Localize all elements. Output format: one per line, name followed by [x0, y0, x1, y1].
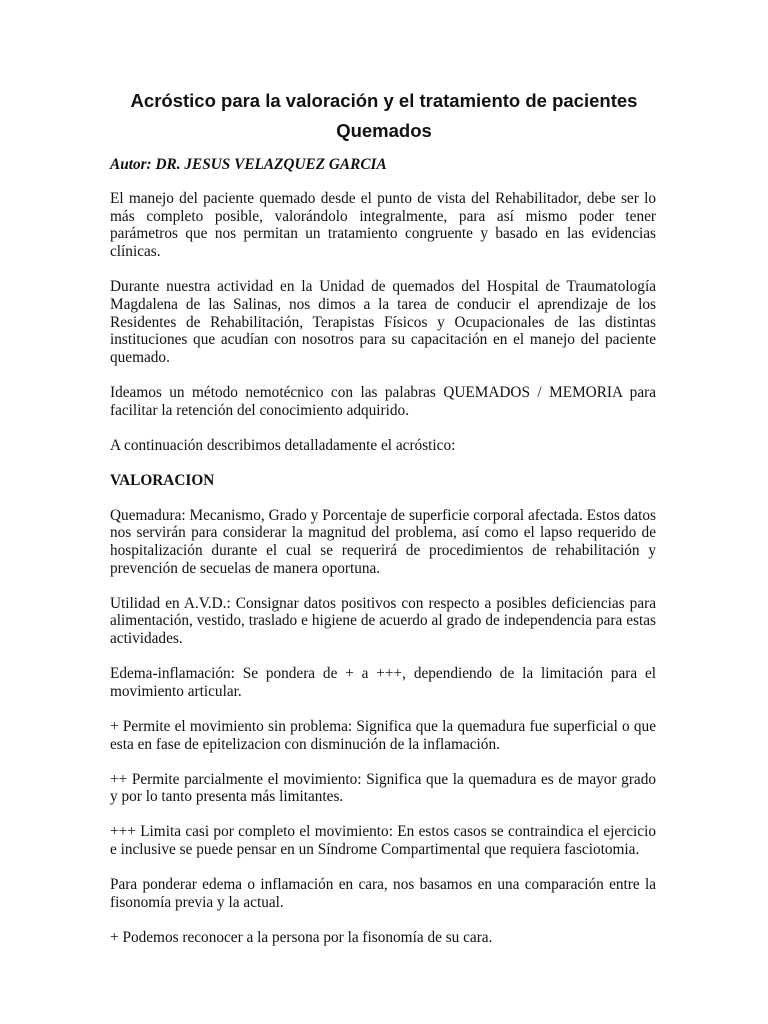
author-line: Autor: DR. JESUS VELAZQUEZ GARCIA — [110, 156, 387, 173]
paragraph-grade-3: +++ Limita casi por completo el movimiento: En estos casos se contraindica el ejercicio e inclusive se puede pensar en un Síndrome Compartimental que requiera fasciotomia. — [110, 823, 656, 858]
paragraph-method: Ideamos un método nemotécnico con las palabras QUEMADOS / MEMORIA para facilitar la retención del conocimiento adquirido. — [110, 383, 656, 419]
section-heading: VALORACION — [110, 471, 215, 489]
paragraph-grade-2: ++ Permite parcialmente el movimiento: Significa que la quemadura es de mayor grado y por lo tanto presenta más limitantes. — [110, 770, 656, 806]
paragraph-quemadura: Quemadura: Mecanismo, Grado y Porcentaje de superficie corporal afectada. Estos datos nos servirán para considerar la magnitud del problema, así como el lapso requerido de hospitalización durante el cual se requerirá de procedimientos de rehabilitación y prevención de secuelas de manera oportuna. — [110, 506, 656, 577]
paragraph-grade-1: + Permite el movimiento sin problema: Significa que la quemadura fue superficial o que esta en fase de epitelizacion con disminución de la inflamación. — [110, 717, 656, 753]
document-title: Acróstico para la valoración y el tratamiento de pacientes Quemados — [130, 90, 638, 141]
paragraph-face-grade-1: + Podemos reconocer a la persona por la fisonomía de su cara. — [110, 928, 493, 946]
paragraph-acrostic-intro: A continuación describimos detalladamente el acróstico: — [110, 436, 456, 454]
paragraph-intro: El manejo del paciente quemado desde el punto de vista del Rehabilitador, debe ser lo más completo posible, valorándolo integralmente, para así mismo poder tener parámetros que nos permitan un tratamiento congruente y basado en las evidencias clínicas. — [110, 190, 656, 261]
paragraph-utilidad: Utilidad en A.V.D.: Consignar datos positivos con respecto a posibles deficiencias para alimentación, vestido, traslado e higiene de acuerdo al grado de independencia para estas actividades. — [110, 594, 656, 648]
paragraph-face-edema: Para ponderar edema o inflamación en cara, nos basamos en una comparación entre la fisonomía previa y la actual. — [110, 875, 656, 911]
document-body — [110, 190, 656, 964]
paragraph-edema: Edema-inflamación: Se pondera de + a +++, dependiendo de la limitación para el movimiento articular. — [110, 665, 656, 700]
paragraph-unit: Durante nuestra actividad en la Unidad de quemados del Hospital de Traumatología Magdalena de las Salinas, nos dimos a la tarea de conducir el aprendizaje de los Residentes de Rehabilitación, Terapistas Físicos y Ocupacionales de las distintas instituciones que acudían con nosotros para su capacitación en el manejo del paciente quemado. — [110, 278, 656, 366]
